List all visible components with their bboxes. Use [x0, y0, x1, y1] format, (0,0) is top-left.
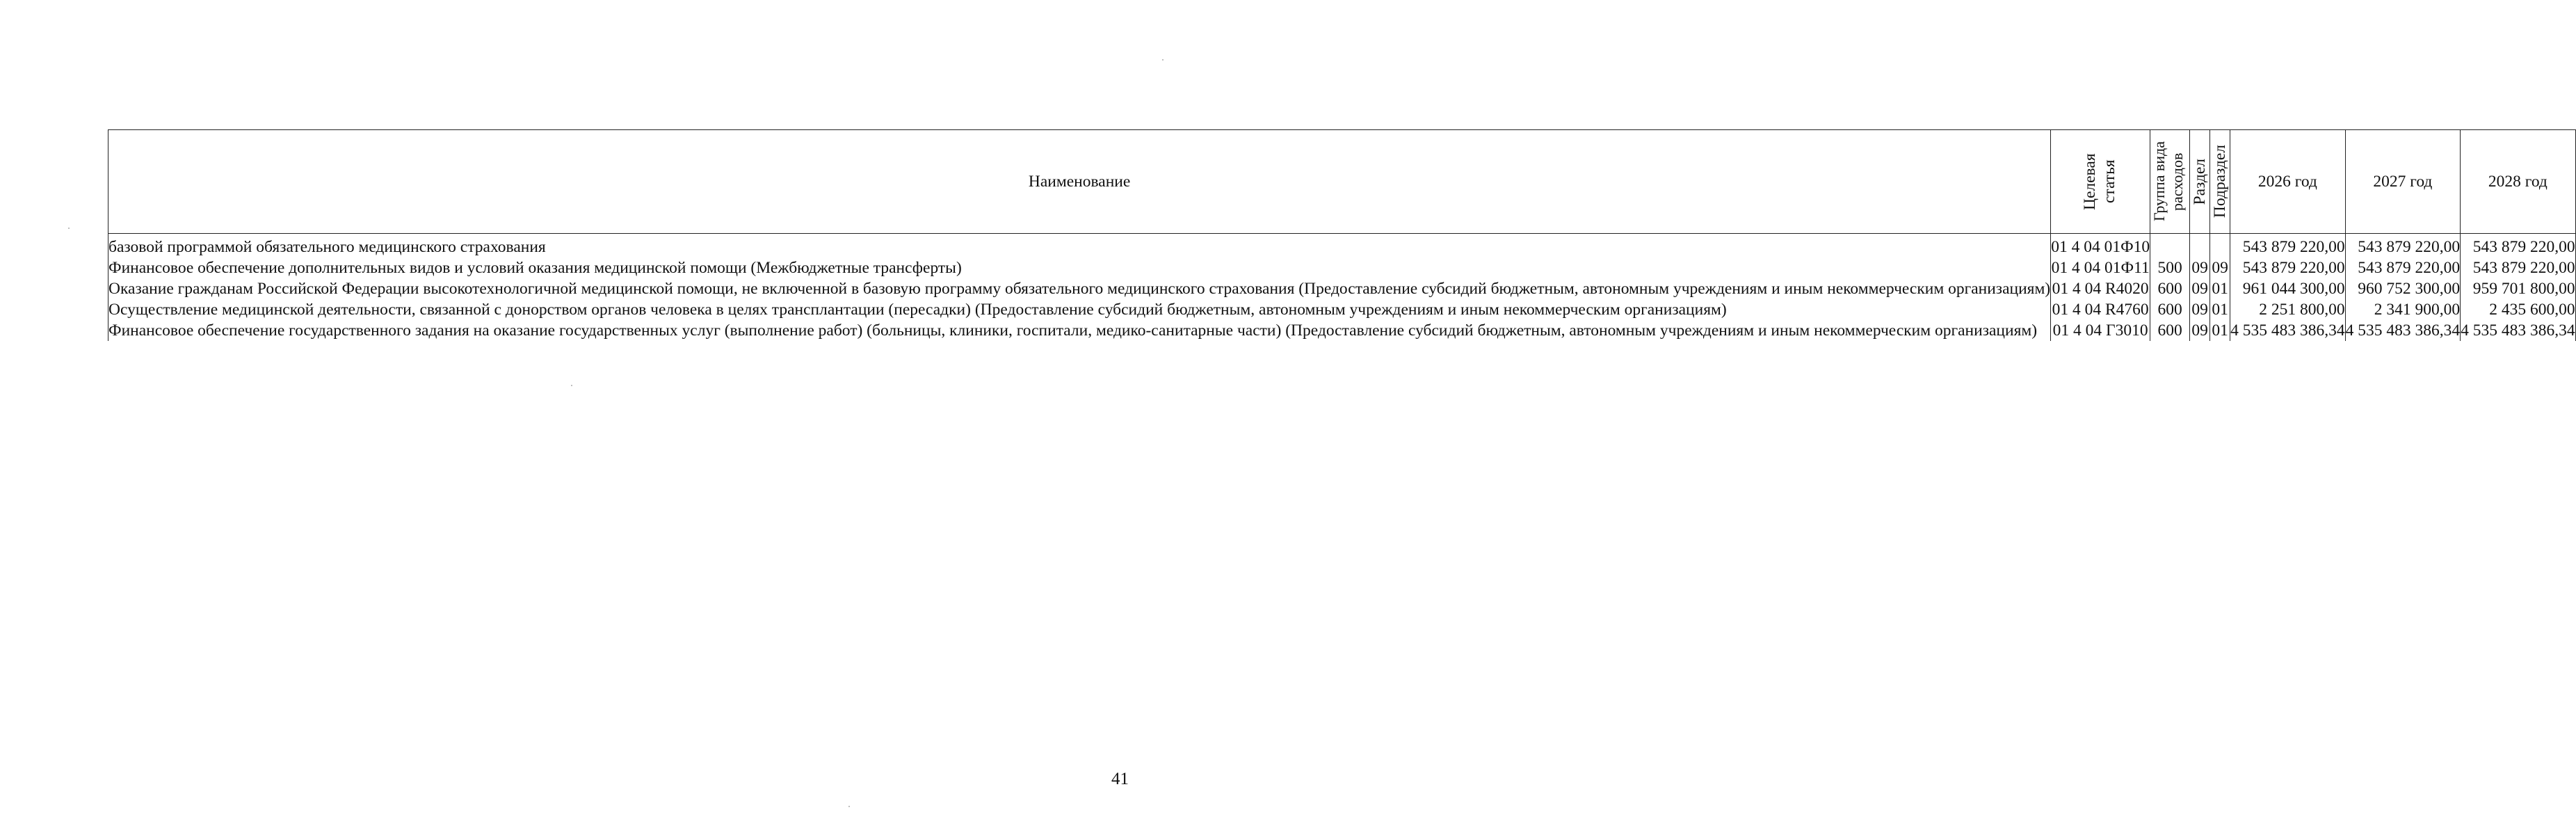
row-2028: 543 879 220,00 [2461, 234, 2576, 258]
row-2026: 543 879 220,00 [2230, 257, 2346, 278]
row-subsection: 09 [2210, 257, 2230, 278]
header-target-article [2051, 130, 2150, 234]
table-row [108, 257, 2576, 278]
header-target-article-label: Целевая статья [2081, 153, 2119, 210]
table-row [108, 299, 2576, 320]
row-expense-group [2150, 234, 2190, 258]
header-2026 [2230, 130, 2346, 234]
row-target-article: 01 4 04 Г3010 [2051, 320, 2150, 341]
row-2028: 4 535 483 386,34 [2461, 321, 2575, 340]
row-section: 09 [2190, 320, 2210, 341]
header-section [2190, 130, 2210, 234]
table-row [108, 278, 2576, 299]
row-section: 09 [2190, 257, 2210, 278]
header-expense-group [2150, 130, 2190, 234]
row-2026: 4 535 483 386,34 [2230, 321, 2345, 340]
row-name: Финансовое обеспечение государственного задания на оказание государственных услуг (выполнение работ) (больницы, клиники, госпитали, медико-санитарные части) (Предоставление субсидий бюджетным, автономным учреждениям и иным некоммерческим организациям) [108, 320, 2051, 341]
header-expense-group-label: Группа вида расходов [2150, 141, 2187, 222]
header-2027 [2345, 130, 2461, 234]
row-section: 09 [2190, 299, 2210, 320]
row-2026: 961 044 300,00 [2230, 278, 2346, 299]
row-name: Оказание гражданам Российской Федерации высокотехнологичной медицинской помощи, не включенной в базовую программу обязательного медицинского страхования (Предоставление субсидий бюджетным, автономным учреждениям и иным некоммерческим организациям) [108, 280, 2051, 298]
row-expense-group: 600 [2150, 320, 2190, 341]
table-row [108, 234, 2576, 258]
row-subsection: 01 [2210, 278, 2230, 299]
header-name [108, 130, 2051, 234]
row-section: 09 [2190, 278, 2210, 299]
row-target-article: 01 4 04 R4020 [2052, 280, 2149, 298]
row-name: базовой программой обязательного медицинского страхования [108, 234, 2051, 258]
header-2027-label: 2027 год [2373, 173, 2433, 191]
scan-speck [1162, 59, 1164, 61]
header-2028-label: 2028 год [2488, 173, 2547, 191]
header-subsection-label: Подраздел [2211, 145, 2230, 218]
row-subsection: 01 [2210, 299, 2230, 320]
row-target-article: 01 4 04 01Ф11 [2051, 259, 2150, 277]
row-2027: 960 752 300,00 [2345, 278, 2461, 299]
row-target-article: 01 4 04 01Ф10 [2051, 234, 2150, 258]
row-2028: 959 701 800,00 [2461, 278, 2576, 299]
scan-speck [68, 228, 70, 229]
header-name-label: Наименование [1028, 173, 1131, 191]
header-subsection [2210, 130, 2230, 234]
header-section-label: Раздел [2191, 158, 2209, 205]
header-2028 [2461, 130, 2576, 234]
scan-speck [571, 385, 572, 386]
row-2028: 543 879 220,00 [2461, 257, 2576, 278]
row-subsection [2210, 234, 2230, 258]
row-2027: 543 879 220,00 [2345, 234, 2461, 258]
header-row [108, 130, 2576, 234]
row-section [2190, 234, 2210, 258]
budget-table [108, 129, 2576, 341]
row-2026: 2 251 800,00 [2230, 299, 2346, 320]
row-name: Финансовое обеспечение дополнительных видов и условий оказания медицинской помощи (Межбюджетные трансферты) [108, 257, 2051, 278]
row-2027: 4 535 483 386,34 [2345, 321, 2461, 340]
row-subsection: 01 [2210, 320, 2230, 341]
row-2028: 2 435 600,00 [2461, 299, 2576, 320]
row-2026: 543 879 220,00 [2230, 234, 2346, 258]
row-2027: 2 341 900,00 [2345, 299, 2461, 320]
page-number: 41 [1111, 770, 1129, 788]
header-2026-label: 2026 год [2257, 173, 2317, 191]
row-name: Осуществление медицинской деятельности, связанной с донорством органов человека в целях трансплантации (пересадки) (Предоставление субсидий бюджетным, автономным учреждениям и иным некоммерческим организациям) [108, 299, 2051, 320]
row-target-article: 01 4 04 R4760 [2052, 301, 2149, 319]
row-expense-group: 600 [2150, 299, 2190, 320]
scan-speck [848, 806, 850, 807]
row-2027: 543 879 220,00 [2345, 257, 2461, 278]
row-expense-group: 600 [2150, 278, 2190, 299]
table-row [108, 320, 2576, 341]
row-expense-group: 500 [2150, 257, 2190, 278]
